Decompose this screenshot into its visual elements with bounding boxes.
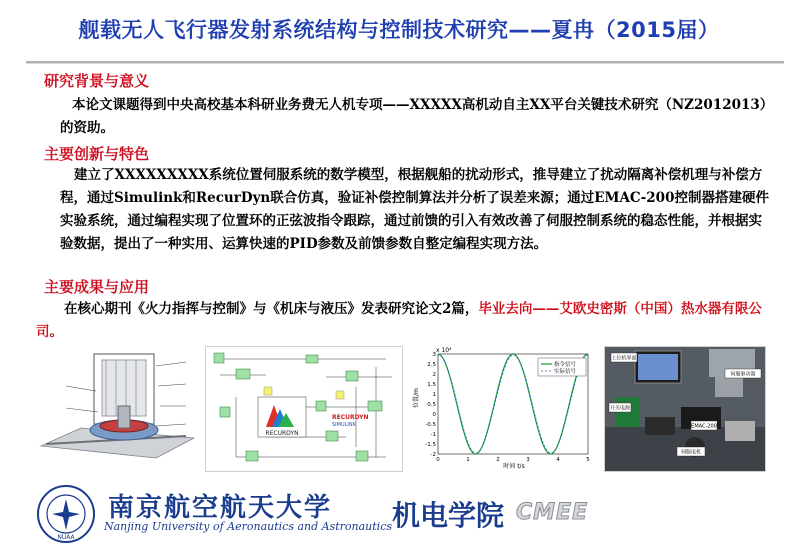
- y-tick-label: 0: [432, 412, 436, 418]
- y-tick-label: -1: [430, 432, 436, 438]
- section-heading-innovation: [34, 143, 149, 164]
- legend-label-command: 指令信号: [554, 362, 577, 368]
- y-tick-label: -2: [430, 452, 436, 458]
- university-name-en: Nanjing University of Aeronautics and Astronautics: [104, 520, 393, 533]
- recurdyn-logo-text: RECURDYN: [265, 430, 299, 437]
- x-tick-label: 0: [436, 457, 440, 463]
- hardware-experiment-photo: [604, 346, 766, 472]
- y-tick-label: 0.5: [427, 402, 436, 408]
- simulink-label: SIMULINK: [332, 422, 356, 428]
- y-tick-label: -1.5: [425, 442, 436, 448]
- results-paragraph: [36, 298, 776, 344]
- x-tick-label: 5: [586, 457, 590, 463]
- hw-label-servo-motor: 伺服电机: [680, 449, 702, 456]
- y-tick-label: 1.5: [427, 382, 436, 388]
- svg-text:NUAA: NUAA: [57, 534, 75, 541]
- hw-label-power-supply: 开关电源: [609, 405, 631, 412]
- plot-y-label: 位置/m: [413, 388, 420, 408]
- section-heading-results: [34, 276, 149, 297]
- y-tick-label: 2: [432, 372, 436, 378]
- sine-tracking-plot: [410, 346, 596, 470]
- innovation-paragraph: 建立了XXXXXXXXX系统位置伺服系统的数学模型，根据舰船的扰动形式，推导建立了扰动隔离补偿机理与补偿方程，通过Simulink和RecurDyn联合仿真，验证补偿控制算法并分析了误差来源；通过EMAC-200控制器搭建硬件实验系统，通过编程实现了位置环的正弦波指令跟踪，通过前馈的引入有效改善了伺服控制系统的稳态性能，并根据实验数据，提出了一种实用、运算快速的PID参数及前馈参数自整定编程实现方法。: [60, 167, 769, 252]
- hw-label-servo-driver: 伺服驱动器: [730, 371, 756, 378]
- section-heading-text: 主要创新与特色: [44, 145, 150, 163]
- y-tick-label: -0.5: [425, 422, 436, 428]
- recurdyn-label: RECURDYN: [332, 414, 369, 421]
- results-text: 在核心期刊《火力指挥与控制》与《机床与液压》发表研究论文2篇，: [64, 301, 479, 317]
- y-tick-label: 3: [432, 352, 436, 358]
- university-name-cn: 南京航空航天大学: [108, 493, 333, 523]
- title-divider-shadow: [26, 63, 784, 64]
- nuaa-seal-logo: [36, 484, 96, 544]
- page-title: 舰载无人飞行器发射系统结构与控制技术研究——夏冉（2015届）: [78, 18, 720, 42]
- hw-label-host-ui: 上位机界面: [611, 355, 637, 362]
- legend-label-actual: 实际信号: [554, 369, 577, 375]
- x-tick-label: 2: [496, 457, 500, 463]
- mechanism-3d-model-image: [36, 346, 196, 470]
- section-heading-background: [34, 70, 149, 91]
- x-tick-label: 1: [466, 457, 470, 463]
- career-destination-text: 毕业去向——艾欧史密斯（中国）热水器有限公司。: [36, 301, 762, 340]
- background-paragraph: 本论文课题得到中央高校基本科研业务费无人机专项——XXXXX高机动自主XX平台关键技术研究（NZ2012013）的资助。: [60, 97, 767, 136]
- college-name: 机电学院: [392, 499, 505, 532]
- plot-exponent-label: x 10⁴: [436, 347, 452, 354]
- hw-label-emac-controller: EMAC-200: [691, 423, 717, 430]
- x-tick-label: 4: [556, 457, 560, 463]
- plot-x-label: 时间 t/s: [503, 463, 525, 470]
- x-tick-label: 3: [526, 457, 530, 463]
- y-tick-label: 1: [432, 392, 436, 398]
- simulink-block-diagram-image: [205, 346, 403, 472]
- section-heading-text: 主要成果与应用: [44, 278, 150, 296]
- cmee-logo: CMEE: [516, 500, 589, 525]
- y-tick-label: 2.5: [427, 362, 436, 368]
- section-heading-text: 研究背景与意义: [44, 72, 150, 90]
